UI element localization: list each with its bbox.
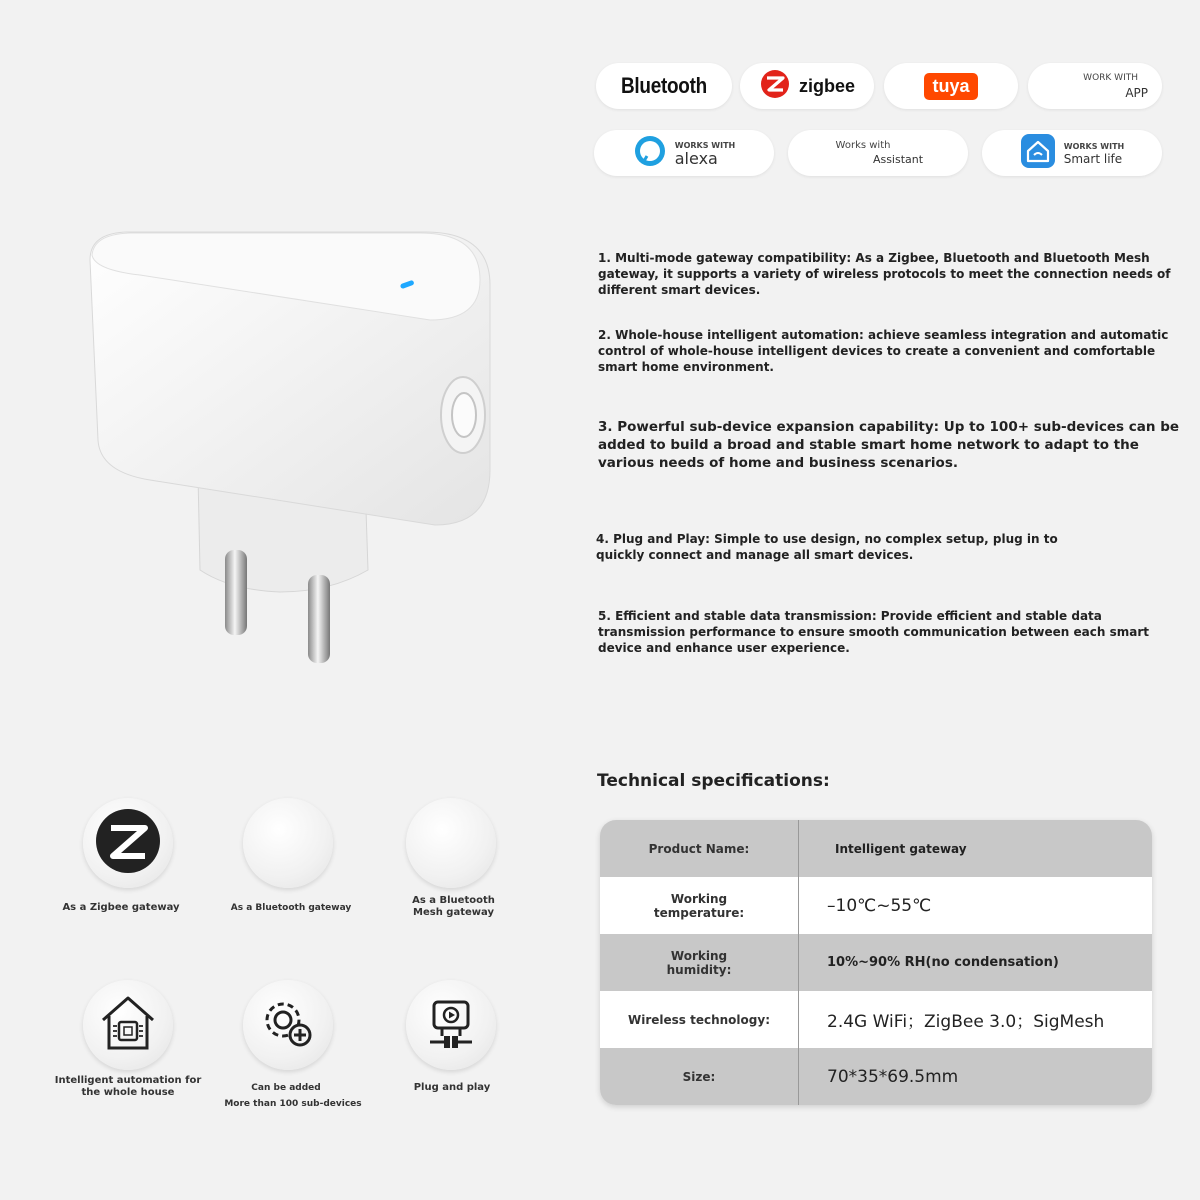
gateway-product-image bbox=[70, 220, 510, 690]
spec-value: 2.4G WiFi；ZigBee 3.0；SigMesh bbox=[827, 1012, 1105, 1032]
caption-zigbee-gateway: As a Zigbee gateway bbox=[62, 902, 180, 913]
caption-sub-devices-line1: Can be added bbox=[251, 1083, 321, 1093]
bluetooth-mesh-gateway-circle bbox=[406, 798, 496, 888]
caption-bluetooth-gateway: As a Bluetooth gateway bbox=[230, 903, 352, 913]
spec-row-wireless bbox=[600, 991, 1152, 1048]
plug-play-circle bbox=[406, 980, 496, 1070]
house-chip-icon bbox=[97, 992, 159, 1058]
tuya-logo: tuya bbox=[924, 73, 977, 100]
automation-circle bbox=[83, 980, 173, 1070]
app-badge bbox=[1028, 63, 1162, 109]
smart-life-home-icon bbox=[1020, 133, 1056, 173]
bluetooth-badge bbox=[596, 63, 732, 109]
smartlife-badge-sub: Smart life bbox=[1063, 151, 1123, 166]
plug-play-icon bbox=[420, 992, 482, 1058]
feature-4: 4. Plug and Play: Simple to use design, no complex setup, plug in to quickly connect and manage all smart devices. bbox=[596, 532, 1058, 562]
app-badge-sub: APP bbox=[1125, 85, 1148, 100]
spec-key: Size: bbox=[682, 1069, 716, 1084]
spec-row-product-name bbox=[600, 820, 1152, 877]
spec-value: 10%~90% RH(no condensation) bbox=[827, 955, 1059, 970]
smartlife-badge-head: WORKS WITH bbox=[1063, 141, 1125, 151]
alexa-badge-head: WORKS WITH bbox=[674, 140, 736, 150]
spec-value: 70*35*69.5mm bbox=[827, 1066, 959, 1087]
caption-automation: Intelligent automation for the whole house bbox=[54, 1075, 202, 1098]
feature-1: 1. Multi-mode gateway compatibility: As a Zigbee, Bluetooth and Bluetooth Mesh gateway, it supports a variety of wireless protocols to meet the connection needs of different smart devices. bbox=[598, 251, 1171, 297]
bluetooth-gateway-circle bbox=[243, 798, 333, 888]
spec-row-temperature bbox=[600, 877, 1152, 934]
alexa-logo-icon bbox=[633, 134, 667, 172]
alexa-badge-sub: alexa bbox=[674, 148, 718, 168]
spec-table bbox=[600, 820, 1152, 1105]
bluetooth-label: Bluetooth bbox=[621, 73, 707, 98]
spec-title: Technical specifications: bbox=[597, 771, 830, 791]
spec-key: Working temperature: bbox=[653, 891, 745, 920]
app-badge-head: WORK WITH bbox=[1083, 72, 1138, 83]
zigbee-badge bbox=[740, 63, 874, 109]
caption-plug-play: Plug and play bbox=[413, 1082, 491, 1093]
zigbee-gateway-circle bbox=[83, 798, 173, 888]
feature-2: 2. Whole-house intelligent automation: achieve seamless integration and automatic control of whole-house intelligent devices to create a convenient and comfortable smart home environment. bbox=[598, 328, 1169, 374]
smartlife-badge bbox=[982, 130, 1162, 176]
zigbee-icon bbox=[93, 806, 163, 880]
spec-key: Wireless technology: bbox=[627, 1012, 770, 1027]
gear-plus-icon bbox=[257, 992, 319, 1058]
spec-key: Working humidity: bbox=[666, 948, 732, 977]
assistant-badge-sub: Assistant bbox=[872, 152, 924, 166]
spec-value: –10℃~55℃ bbox=[827, 895, 932, 916]
alexa-badge bbox=[594, 130, 774, 176]
feature-3: 3. Powerful sub-device expansion capability: Up to 100+ sub-devices can be added to build a broad and stable smart home network to adapt to the various needs of home and business scenarios. bbox=[598, 419, 1180, 471]
spec-row-size bbox=[600, 1048, 1152, 1105]
sub-devices-circle bbox=[243, 980, 333, 1070]
tuya-badge bbox=[884, 63, 1018, 109]
zigbee-logo-icon bbox=[759, 68, 791, 104]
spec-key: Product Name: bbox=[648, 841, 750, 856]
caption-bluetooth-mesh-gateway: As a Bluetooth Mesh gateway bbox=[412, 895, 495, 918]
feature-5: 5. Efficient and stable data transmission: Provide efficient and stable data transmission performance to ensure smooth communication between each smart device and enhance user experience. bbox=[598, 609, 1149, 655]
caption-sub-devices-line2: More than 100 sub-devices bbox=[224, 1099, 362, 1109]
assistant-badge-head: Works with bbox=[835, 139, 891, 151]
spec-row-humidity bbox=[600, 934, 1152, 991]
assistant-badge bbox=[788, 130, 968, 176]
spec-value: Intelligent gateway bbox=[835, 841, 967, 856]
zigbee-label: zigbee bbox=[798, 75, 855, 96]
